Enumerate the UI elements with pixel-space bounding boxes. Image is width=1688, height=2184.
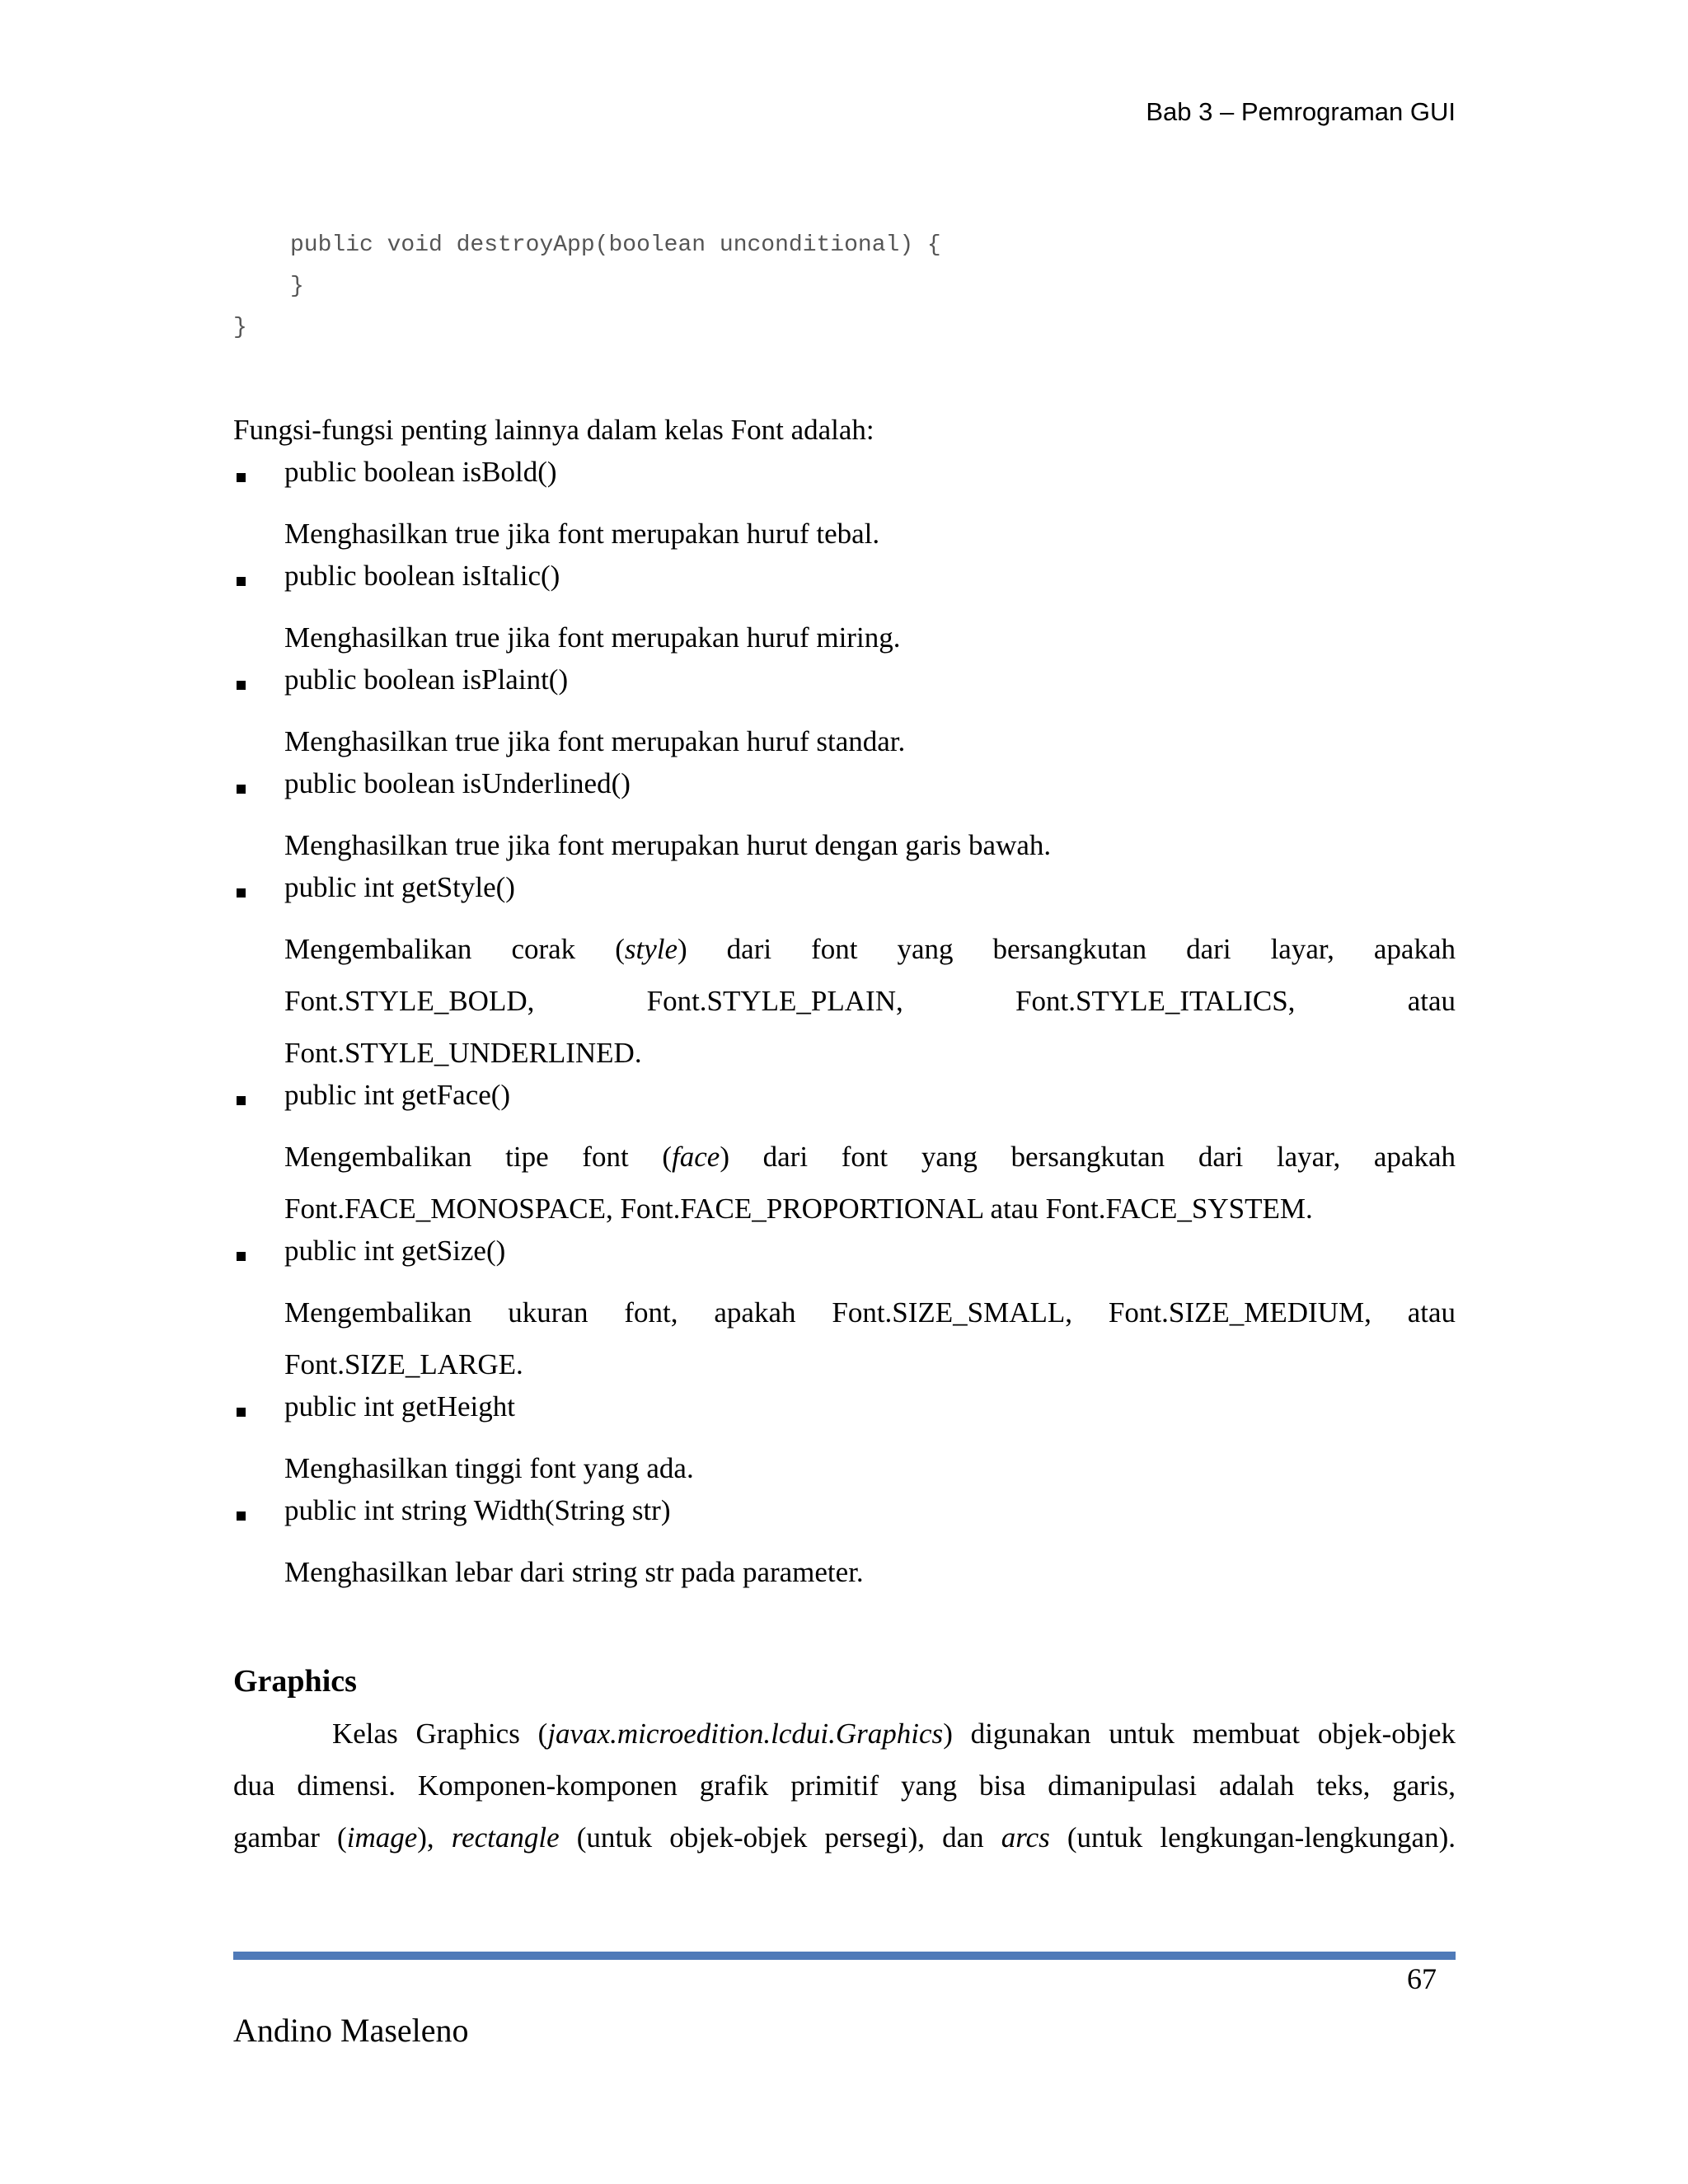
desc-text: Mengembalikan corak (: [284, 933, 625, 965]
paragraph-line: [233, 1811, 1456, 1864]
desc-text: Mengembalikan tipe font (: [284, 1141, 673, 1173]
item-description-line: Font.SIZE_LARGE.: [284, 1348, 523, 1380]
paragraph-text: (untuk lengkungan-lengkungan).: [1049, 1821, 1456, 1854]
code-line: }: [290, 274, 304, 299]
item-description: Menghasilkan lebar dari string str pada parameter.: [284, 1556, 864, 1588]
paragraph-text: Kelas Graphics (: [332, 1718, 548, 1750]
item-label: public boolean isBold(): [284, 456, 557, 488]
item-label: public boolean isPlaint(): [284, 663, 569, 696]
intro-text: Fungsi-fungsi penting lainnya dalam kelas Font adalah:: [233, 414, 874, 446]
paragraph-emphasis: rectangle: [451, 1821, 560, 1854]
footer-author: Andino Maseleno: [233, 2012, 469, 2049]
item-description: Menghasilkan true jika font merupakan huruf standar.: [284, 725, 906, 757]
item-description: Menghasilkan true jika font merupakan huruf miring.: [284, 621, 901, 654]
item-label: public int getSize(): [284, 1235, 506, 1267]
bullet-icon: [237, 577, 246, 586]
page-number: 67: [1407, 1962, 1437, 1995]
paragraph-text: gambar (: [233, 1821, 347, 1854]
paragraph-text: ),: [417, 1821, 452, 1854]
item-label: public int getFace(): [284, 1079, 511, 1111]
footer-divider: [233, 1952, 1456, 1960]
item-description-line: Font.STYLE_BOLD, Font.STYLE_PLAIN, Font.STYLE_ITALICS, atau: [284, 985, 1456, 1017]
bullet-icon: [237, 1511, 246, 1521]
item-description: Menghasilkan true jika font merupakan huruf tebal.: [284, 518, 880, 550]
paragraph-line: [332, 1708, 1456, 1760]
desc-text: ) dari font yang bersangkutan dari layar, apakah: [677, 933, 1456, 965]
desc-text: ) dari font yang bersangkutan dari layar, apakah: [720, 1141, 1456, 1173]
section-heading: Graphics: [233, 1664, 357, 1699]
item-description-line: [284, 923, 1456, 976]
bullet-icon: [237, 1252, 246, 1261]
code-line: public void destroyApp(boolean unconditional) {: [290, 232, 941, 258]
item-label: public boolean isUnderlined(): [284, 767, 631, 799]
paragraph-emphasis: image: [346, 1821, 418, 1854]
item-label: public int string Width(String str): [284, 1494, 671, 1526]
item-label: public int getStyle(): [284, 871, 515, 903]
bullet-icon: [237, 1096, 246, 1105]
bullet-icon: [237, 888, 246, 898]
desc-emphasis: face: [672, 1141, 720, 1173]
item-description-line: Font.FACE_MONOSPACE, Font.FACE_PROPORTIONAL atau Font.FACE_SYSTEM.: [284, 1193, 1313, 1225]
paragraph-line: dua dimensi. Komponen-komponen grafik primitif yang bisa dimanipulasi adalah teks, garis,: [233, 1769, 1456, 1802]
code-line: }: [233, 315, 247, 340]
desc-emphasis: style: [624, 933, 678, 965]
paragraph-emphasis: arcs: [1001, 1821, 1050, 1854]
paragraph-text: ) digunakan untuk membuat objek-objek: [943, 1718, 1456, 1750]
paragraph-emphasis: javax.microedition.lcdui.Graphics: [547, 1718, 944, 1750]
bullet-icon: [237, 681, 246, 690]
item-label: public boolean isItalic(): [284, 560, 560, 592]
paragraph-text: (untuk objek-objek persegi), dan: [559, 1821, 1001, 1854]
item-description: Menghasilkan tinggi font yang ada.: [284, 1452, 694, 1484]
item-label: public int getHeight: [284, 1390, 515, 1422]
bullet-icon: [237, 1408, 246, 1417]
item-description: Menghasilkan true jika font merupakan hurut dengan garis bawah.: [284, 829, 1052, 861]
item-description-line: [284, 1131, 1456, 1183]
running-header: Bab 3 – Pemrograman GUI: [1146, 97, 1456, 126]
item-description-line: Mengembalikan ukuran font, apakah Font.SIZE_SMALL, Font.SIZE_MEDIUM, atau: [284, 1296, 1456, 1329]
bullet-icon: [237, 785, 246, 794]
item-description-line: Font.STYLE_UNDERLINED.: [284, 1037, 642, 1069]
bullet-icon: [237, 473, 246, 482]
